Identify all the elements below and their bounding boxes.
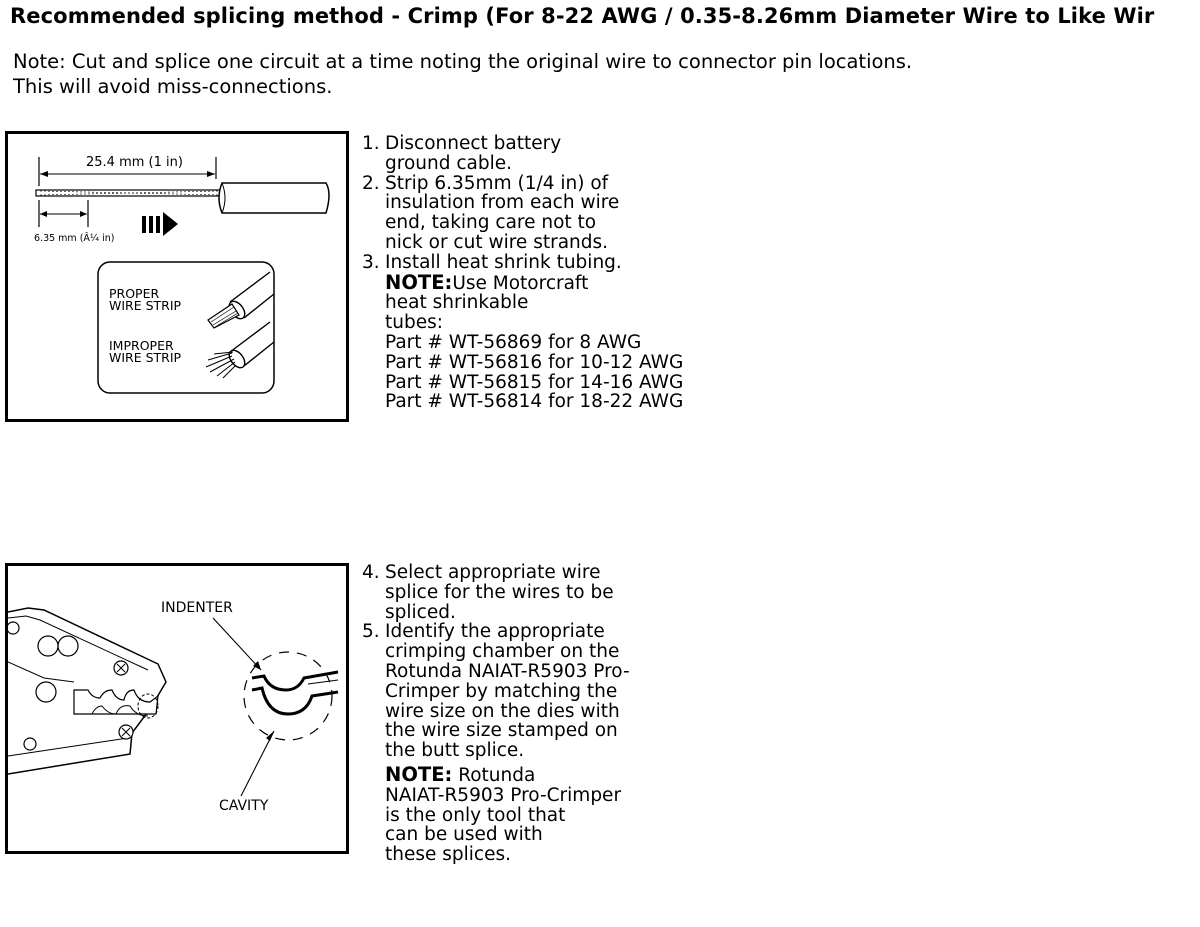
- proper-label-line2: WIRE STRIP: [109, 298, 182, 313]
- note-label: NOTE:: [385, 762, 453, 786]
- proper-label-line1: PROPER: [109, 286, 160, 301]
- step-number: 1.: [362, 133, 380, 154]
- steps-block-1: [362, 134, 683, 412]
- note-text-line: NAIAT-R5903 Pro-Crimper: [385, 784, 622, 806]
- crimper-illustration: [8, 566, 346, 851]
- part-number-line: Part # WT-56869 for 8 AWG: [385, 331, 642, 353]
- step-text-line: wire size on the dies with: [385, 700, 620, 722]
- note-text-line: these splices.: [385, 844, 511, 866]
- step-number: 5.: [362, 621, 380, 643]
- note-line-2: This will avoid miss-connections.: [13, 75, 333, 98]
- note-block-1: [362, 270, 683, 294]
- step-1: [362, 134, 683, 174]
- note-text-line: is the only tool that: [385, 804, 566, 826]
- dimension-label-6mm: 6.35 mm (Â¼ in): [34, 233, 115, 244]
- wire-strip-illustration: [8, 134, 346, 419]
- indenter-label: INDENTER: [161, 600, 233, 616]
- cavity-label: CAVITY: [219, 798, 269, 814]
- step-5: [362, 622, 630, 761]
- note-block-2: [362, 762, 630, 786]
- part-number-line: Part # WT-56814 for 18-22 AWG: [385, 391, 684, 413]
- note-text-line: heat shrinkable: [385, 292, 529, 314]
- step-text-line: splice for the wires to be: [385, 581, 614, 603]
- arrow-right-icon: [142, 212, 178, 236]
- note-label: NOTE:: [385, 270, 453, 294]
- step-text-line: Identify the appropriate: [385, 621, 605, 643]
- improper-label-line2: WIRE STRIP: [109, 350, 182, 365]
- step-text-line: insulation from each wire: [385, 192, 620, 214]
- wire-strip-figure: [5, 131, 349, 422]
- note-text: Use Motorcraft: [452, 272, 589, 294]
- step-number: 3.: [362, 251, 380, 273]
- step-text-line: spliced.: [385, 601, 456, 623]
- step-2: [362, 174, 683, 253]
- step-text-line: ground cable.: [385, 152, 512, 174]
- note-text-line: tubes:: [385, 312, 443, 334]
- steps-block-2: [362, 563, 630, 865]
- screw-icon: [119, 725, 133, 739]
- improper-label-line1: IMPROPER: [109, 338, 174, 353]
- note-text: Rotunda: [452, 764, 536, 786]
- step-4: [362, 563, 630, 622]
- screw-icon: [114, 661, 128, 675]
- step-number: 2.: [362, 172, 380, 194]
- step-text-line: Crimper by matching the: [385, 680, 618, 702]
- step-text-line: the wire size stamped on: [385, 720, 618, 742]
- step-text-line: end, taking care not to: [385, 212, 597, 234]
- step-text-line: crimping chamber on the: [385, 641, 620, 663]
- step-text-line: Install heat shrink tubing.: [385, 251, 622, 273]
- step-text-line: Rotunda NAIAT-R5903 Pro-: [385, 660, 630, 682]
- note-text-line: can be used with: [385, 824, 543, 846]
- step-number: 4.: [362, 562, 380, 583]
- step-text-line: Select appropriate wire: [385, 562, 601, 583]
- note-line-1: Note: Cut and splice one circuit at a time noting the original wire to connector pin locations.: [13, 50, 913, 73]
- step-text-line: Disconnect battery: [385, 133, 562, 154]
- part-number-line: Part # WT-56816 for 10-12 AWG: [385, 351, 684, 373]
- step-text-line: nick or cut wire strands.: [385, 231, 609, 253]
- dimension-label-25mm: 25.4 mm (1 in): [86, 155, 183, 170]
- crimper-figure: [5, 563, 349, 854]
- step-text-line: Strip 6.35mm (1/4 in) of: [385, 172, 609, 194]
- step-text-line: the butt splice.: [385, 740, 525, 762]
- part-number-line: Part # WT-56815 for 14-16 AWG: [385, 371, 684, 393]
- page-heading: Recommended splicing method - Crimp (For 8-22 AWG / 0.35-8.26mm Diameter Wire to Like Wir: [10, 4, 1155, 28]
